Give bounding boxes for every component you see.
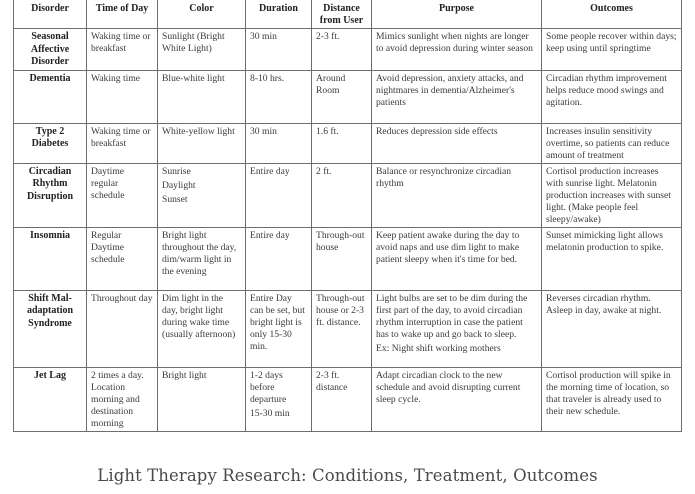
color-line-daylight: Daylight [162, 179, 196, 191]
cell-disorder: Jet Lag [14, 367, 87, 431]
cell-purpose: Mimics sunlight when nights are longer to avoid depression during winter season [372, 29, 542, 71]
cell-disorder: Circadian Rhythm Disruption [14, 163, 87, 227]
cell-duration: Entire day [246, 163, 312, 227]
cell-disorder: Seasonal Affective Disorder [14, 29, 87, 71]
header-distance: Distance from User [312, 0, 372, 29]
cell-outcomes: Cortisol production increases with sunrise light. Melatonin production increases with sunset light. (Make people feel sleepy/awake) [542, 163, 682, 227]
cell-color [158, 163, 246, 227]
cell-outcomes: Reverses circadian rhythm. Asleep in day, awake at night. [542, 290, 682, 367]
cell-distance: Around Room [312, 70, 372, 123]
table-row [14, 163, 682, 227]
cell-duration: Entire day [246, 227, 312, 290]
table-header-row [14, 0, 682, 29]
cell-color: Sunlight (Bright White Light) [158, 29, 246, 71]
cell-outcomes: Cortisol production will spike in the morning time of location, so that traveler is already used to their new schedule. [542, 367, 682, 431]
cell-distance: 2-3 ft. distance [312, 367, 372, 431]
cell-purpose: Reduces depression side effects [372, 123, 542, 163]
cell-outcomes: Sunset mimicking light allows melatonin production to spike. [542, 227, 682, 290]
header-time-of-day: Time of Day [87, 0, 158, 29]
purpose-example-note: Ex: Night shift working mothers [376, 342, 501, 354]
cell-duration: 8-10 hrs. [246, 70, 312, 123]
cell-disorder: Type 2 Diabetes [14, 123, 87, 163]
header-duration: Duration [246, 0, 312, 29]
cell-distance: 1.6 ft. [312, 123, 372, 163]
cell-purpose: Adapt circadian clock to the new schedule and avoid disrupting current sleep cycle. [372, 367, 542, 431]
cell-outcomes: Increases insulin sensitivity overtime, so patients can reduce amount of treatment [542, 123, 682, 163]
cell-duration: 30 min [246, 29, 312, 71]
color-line-sunrise: Sunrise [162, 165, 191, 177]
cell-purpose: Keep patient awake during the day to avoid naps and use dim light to make patient sleepy when it's time for bed. [372, 227, 542, 290]
purpose-text: Light bulbs are set to be dim during the first part of the day, to avoid circadian rhythm interruption in case the patient has to wake up and go back to sleep. [376, 292, 528, 340]
table-row [14, 29, 682, 71]
cell-time-of-day: Waking time or breakfast [87, 123, 158, 163]
cell-color: Blue-white light [158, 70, 246, 123]
cell-distance: 2-3 ft. [312, 29, 372, 71]
cell-time-of-day: Waking time [87, 70, 158, 123]
cell-color: Dim light in the day, bright light during wake time (usually afternoon) [158, 290, 246, 367]
light-therapy-table [13, 0, 682, 432]
table-row [14, 367, 682, 431]
table-row [14, 227, 682, 290]
table-row [14, 123, 682, 163]
cell-time-of-day: Regular Daytime schedule [87, 227, 158, 290]
cell-time-of-day: Waking time or breakfast [87, 29, 158, 71]
cell-distance: 2 ft. [312, 163, 372, 227]
cell-disorder: Insomnia [14, 227, 87, 290]
figure-caption: Light Therapy Research: Conditions, Treatment, Outcomes [97, 466, 598, 485]
header-color: Color [158, 0, 246, 29]
table-row [14, 290, 682, 367]
cell-purpose [372, 290, 542, 367]
cell-purpose: Avoid depression, anxiety attacks, and nightmares in dementia/Alzheimer's patients [372, 70, 542, 123]
duration-line-minutes: 15-30 min [250, 407, 290, 419]
cell-outcomes: Circadian rhythm improvement helps reduce mood swings and agitation. [542, 70, 682, 123]
header-outcomes: Outcomes [542, 0, 682, 29]
cell-color: Bright light [158, 367, 246, 431]
header-disorder: Disorder [14, 0, 87, 29]
color-line-sunset: Sunset [162, 193, 188, 205]
cell-duration: 30 min [246, 123, 312, 163]
cell-color: Bright light throughout the day, dim/warm light in the evening [158, 227, 246, 290]
header-purpose: Purpose [372, 0, 542, 29]
cell-duration [246, 367, 312, 431]
cell-distance: Through-out house or 2-3 ft. distance. [312, 290, 372, 367]
cell-disorder: Dementia [14, 70, 87, 123]
cell-purpose: Balance or resynchronize circadian rhythm [372, 163, 542, 227]
table-row [14, 70, 682, 123]
cell-color: White-yellow light [158, 123, 246, 163]
cell-outcomes: Some people recover within days; keep using until springtime [542, 29, 682, 71]
cell-disorder: Shift Mal-adaptation Syndrome [14, 290, 87, 367]
cell-time-of-day: 2 times a day. Location morning and destination morning [87, 367, 158, 431]
cell-time-of-day: Daytime regular schedule [87, 163, 158, 227]
cell-duration: Entire Day can be set, but bright light is only 15-30 min. [246, 290, 312, 367]
duration-line-days: 1-2 days before departure [250, 369, 287, 405]
cell-time-of-day: Throughout day [87, 290, 158, 367]
light-therapy-table-container [13, 0, 681, 432]
cell-distance: Through-out house [312, 227, 372, 290]
